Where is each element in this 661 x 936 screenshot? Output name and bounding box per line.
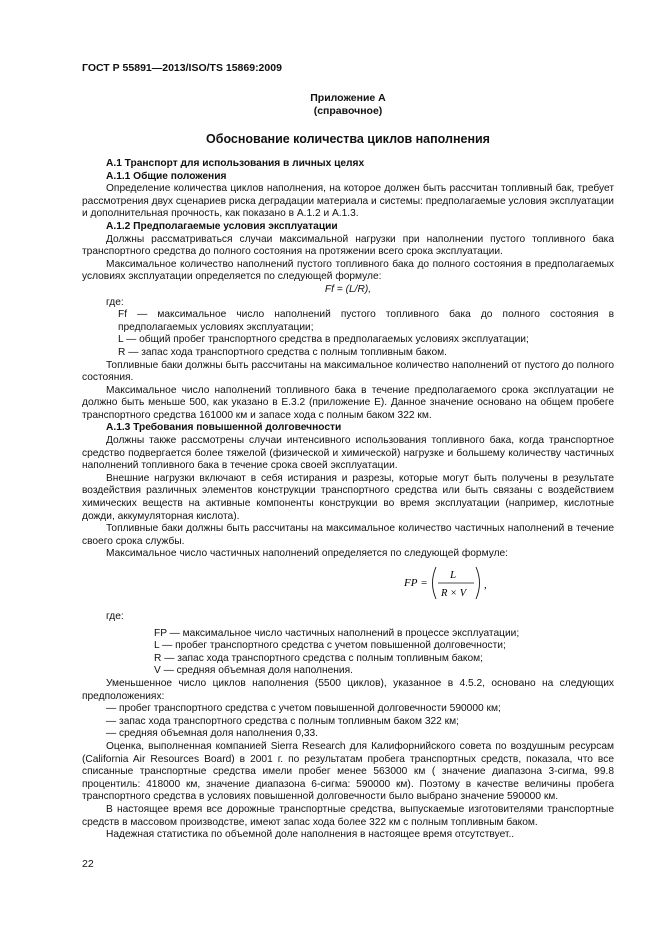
section-heading: А.1.3 Требования повышенной долговечности [106,422,342,434]
annex-type: (справочное) [313,105,383,117]
paragraph: Максимальное число наполнений топливного бака в течение предполагаемого срока эксплуатации не должно быть меньше 500, как указано в Е.3.2 (приложение Е). Данное значение основано на общем пробеге транспортного средства 161000 км и запасе хода с полным баком 322 км. [82,384,614,421]
paragraph: Определение количества циклов наполнения, на которое должен быть рассчитан топливный бак, требует рассмотрения двух сценариев риска деградации материала и системы: предполагаемые условия эксплуатации и дополнительная прочность, как показано в А.1.2 и А.1.3. [82,183,614,220]
definition: Ff — максимальное число наполнений пустого топливного бака до полного состояния в предполагаемых условиях эксплуатации; [118,309,614,333]
formula-fp-graphic [404,561,494,605]
formula-lhs: FP [404,577,418,589]
definition: V — средняя объемная доля наполнения. [154,665,353,677]
paragraph: Надежная статистика по объемной доле наполнения в настоящее время отсутствует.. [106,829,515,841]
bullet-item: — средняя объемная доля наполнения 0,33. [106,728,318,740]
bullet-item: — пробег транспортного средства с учетом повышенной долговечности 590000 км; [106,703,501,715]
document-body [82,158,614,842]
definition: L — общий пробег транспортного средства в предполагаемых условиях эксплуатации; [118,334,529,346]
paragraph: Максимальное число частичных наполнений определяется по следующей формуле: [106,548,509,560]
where-label: где: [106,296,124,308]
paragraph: Оценка, выполненная компанией Sierra Research для Калифорнийского совета по воздушным ресурсам (California Air Resources Board) в 2001 г. по результатам пробега транспортных средств, показала, что все списанные транспортные средства имели пробег менее 563000 км ( значение диапазона 3-сигма, 99.8 процентиль: 418000 км, значение диапазона 6-сигма: 590000 км). Поэтому в качестве величины пробега транспортного средства в условиях повышенной долговечности было выбрано значение 590000 км. [82,740,614,803]
formula-fp [82,561,614,605]
paragraph: Внешние нагрузки включают в себя истирания и разрезы, которые могут быть получены в результате воздействия различных элементов конструкции транспортного средства или быть связаны с воздействием химических веществ на активные компоненты конструкции во время эксплуатации (например, кислотные дожди, аккумуляторная кислота). [82,472,614,522]
section-heading: А.1.1 Общие положения [106,170,227,182]
definition: R — запас хода транспортного средства с полным топливным баком. [118,346,448,358]
where-label: где: [106,611,124,622]
definition: L — пробег транспортного средства с учетом повышенной долговечности; [154,640,506,652]
section-heading: А.1.2 Предполагаемые условия эксплуатации [106,220,338,232]
main-title: Обоснование количества циклов наполнения [206,132,490,146]
document-header: ГОСТ Р 55891—2013/ISO/TS 15869:2009 [82,62,282,74]
paragraph: Уменьшенное число циклов наполнения (5500 циклов), указанное в 4.5.2, основано на следующих предположениях: [82,677,614,702]
paragraph: В настоящее время все дорожные транспортные средства, выпускаемые изготовителями транспортные средств в массовом производстве, имеют запас хода более 322 км с полным топливным баком. [82,803,614,828]
definition: FP — максимальное число частичных наполнений в процессе эксплуатации; [154,627,520,639]
formula-ff: Ff = (L/R), [324,283,372,295]
paragraph: Должны рассматриваться случаи максимальной нагрузки при наполнении пустого топливного бака транспортного средства до полного состояния на протяжении всего срока эксплуатации. [82,233,614,258]
paragraph: Топливные баки должны быть рассчитаны на максимальное количество наполнений от пустого до полного состояния. [82,359,614,384]
formula-denominator: R × V [441,588,467,599]
formula-tail: , [484,579,487,591]
paragraph: Максимальное количество наполнений пустого топливного бака до полного состояния в предполагаемых условиях эксплуатации определяется по следующей формуле: [82,258,614,283]
page-number: 22 [82,858,94,870]
bullet-item: — запас хода транспортного средства с полным топливным баком 322 км; [106,715,459,727]
right-paren [476,567,480,599]
paragraph: Должны также рассмотрены случаи интенсивного использования топливного бака, когда транспортное средство подвергается более тяжелой (физической и химической) нагрузке и большему количеству частичных наполнений топливного бака в течение срока своей эксплуатации. [82,435,614,472]
paragraph: Топливные баки должны быть рассчитаны на максимальное количество частичных наполнений в течение своего срока службы. [82,523,614,547]
definition: R — запас хода транспортного средства с полным топливным баком; [154,652,484,664]
left-paren [433,567,437,599]
section-heading: А.1 Транспорт для использования в личных целях [106,158,365,169]
annex-title: Приложение А [310,92,386,104]
formula-eq: = [421,577,428,589]
formula-numerator: L [450,569,457,581]
